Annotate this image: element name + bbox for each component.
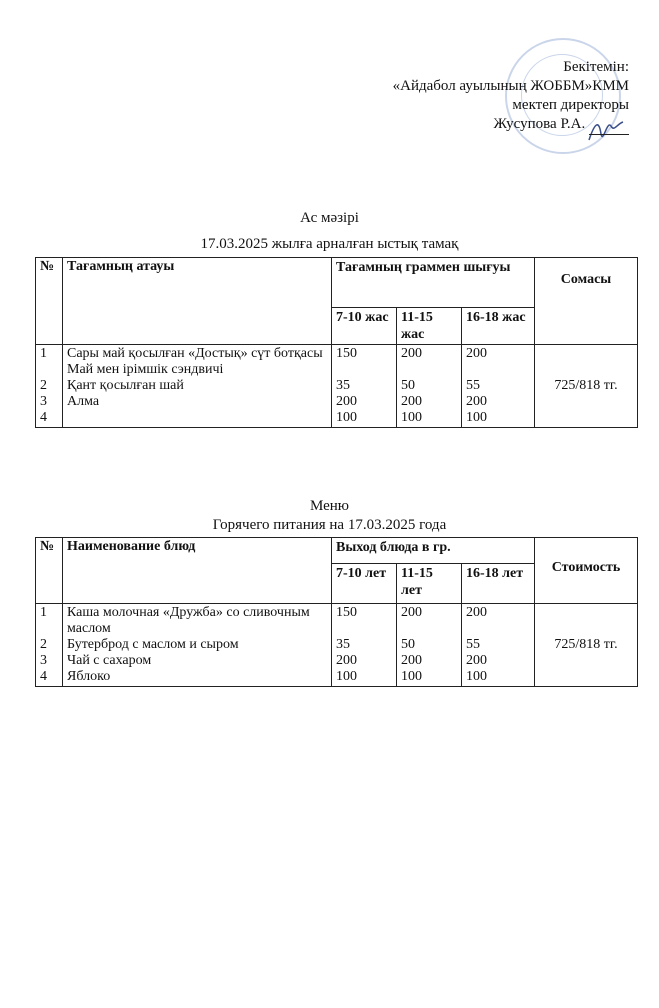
header-no: №: [36, 538, 63, 604]
header-no: №: [36, 258, 63, 345]
header-name: Наименование блюд: [63, 538, 332, 604]
kz-menu-table: [35, 257, 638, 428]
row-yield-11-15: 200 50 200 100: [397, 604, 462, 687]
header-age-7-10: 7-10 лет: [332, 564, 397, 604]
header-name: Тағамның атауы: [63, 258, 332, 345]
kz-menu-subtitle: 17.03.2025 жылға арналған ыстық тамақ: [200, 236, 459, 252]
kz-menu-title: Ас мәзірі: [300, 210, 359, 226]
signature-line: [589, 115, 629, 135]
price-value: 725/818 тг.: [535, 345, 638, 428]
dish-name-3: Қант қосылған шай: [67, 378, 184, 393]
approval-line-1: Бекітемін:: [563, 59, 629, 75]
row-no-4: 4: [40, 669, 47, 684]
row-no-3: 3: [40, 653, 47, 668]
approval-line-3: мектеп директоры: [512, 97, 629, 113]
approval-line-4: [329, 115, 629, 135]
row-dish-names: [63, 604, 332, 687]
table-header-row: [36, 538, 638, 564]
header-age-11-15: 11-15 жас: [397, 308, 462, 345]
row-no-2: 2: [40, 378, 47, 393]
table-header-row: [36, 258, 638, 308]
director-name: Жусупова Р.А.: [493, 116, 586, 132]
row-yield-7-10: 150 35 200 100: [332, 604, 397, 687]
row-no-3: 3: [40, 394, 47, 409]
row-yield-7-10: 150 35 200 100: [332, 345, 397, 428]
row-yield-11-15: 200 50 200 100: [397, 345, 462, 428]
row-no-blank: [40, 621, 58, 637]
dish-name-4: Алма: [67, 394, 100, 409]
row-no-1: 1: [40, 605, 47, 620]
row-no-4: 4: [40, 410, 47, 425]
header-price: Сомасы: [535, 258, 638, 345]
ru-menu-title: Меню: [309, 498, 350, 514]
dish-name-3: Чай с сахаром: [67, 653, 152, 668]
row-yield-16-18: 200 55 200 100: [462, 604, 535, 687]
dish-name-4: Яблоко: [67, 669, 111, 684]
header-age-16-18: 16-18 лет: [462, 564, 535, 604]
header-yield: Выход блюда в гр.: [332, 538, 535, 564]
ru-menu-subtitle: Горячего питания на 17.03.2025 года: [212, 517, 447, 533]
dish-name-2: Май мен ірімшік сэндвичі: [67, 362, 224, 377]
row-no-1: 1: [40, 346, 47, 361]
approval-block: [329, 58, 629, 135]
dish-name-2: Бутерброд с маслом и сыром: [67, 637, 239, 652]
row-no-blank: [40, 362, 58, 378]
row-numbers: [36, 345, 63, 428]
dish-name-1: Каша молочная «Дружба» со сливочным маслом: [67, 605, 310, 636]
header-price: Стоимость: [535, 538, 638, 604]
row-numbers: [36, 604, 63, 687]
row-dish-names: [63, 345, 332, 428]
row-yield-16-18: 200 55 200 100: [462, 345, 535, 428]
header-age-7-10: 7-10 жас: [332, 308, 397, 345]
ru-menu-table: [35, 537, 638, 687]
header-age-16-18: 16-18 жас: [462, 308, 535, 345]
table-row: [36, 345, 638, 428]
price-value: 725/818 тг.: [535, 604, 638, 687]
dish-name-1: Сары май қосылған «Достық» сүт ботқасы: [67, 346, 323, 361]
header-yield: Тағамның граммен шығуы: [332, 258, 535, 308]
row-no-2: 2: [40, 637, 47, 652]
approval-line-2: «Айдабол ауылының ЖОББМ»КММ: [392, 78, 629, 94]
header-age-11-15: 11-15 лет: [397, 564, 462, 604]
table-row: [36, 604, 638, 687]
